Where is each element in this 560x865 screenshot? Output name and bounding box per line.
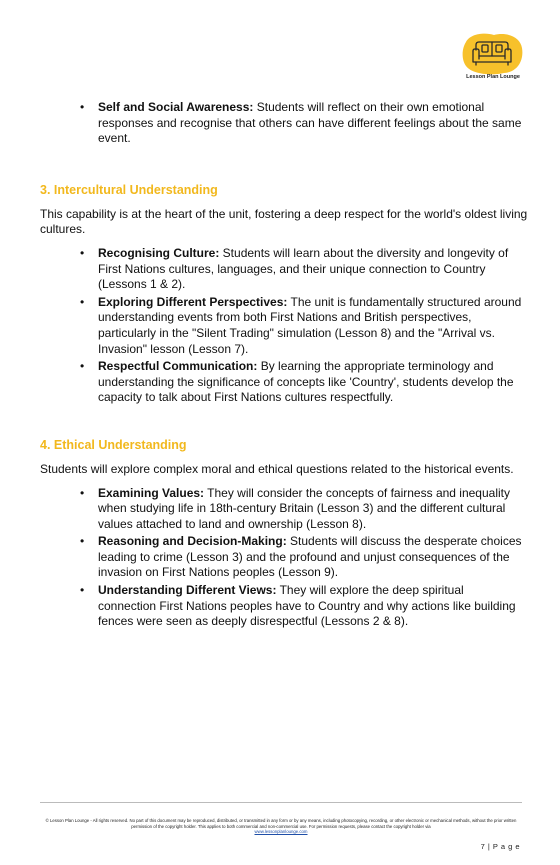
bullet-text: The unit is fundamentally structured around understanding events from both First Nations and British perspectives, particularly in the "Silent Trading" simulation (Lesson 8) and the "Arrival vs. Invasion" lesson (Lesson 7).	[98, 294, 522, 356]
list-item	[80, 294, 523, 357]
list-item	[80, 100, 523, 147]
ethical-bullet-list	[0, 486, 523, 630]
bullet-text: Students will discuss the desperate choices leading to crime (Lesson 3) and the profound and unjust consequences of the invasion on First Nations peoples (Lesson 9).	[98, 534, 522, 580]
bullet-icon: •	[80, 100, 85, 114]
bullet-text: Students will learn about the diversity and longevity of First Nations cultures, languages, and their unique connection to Country (Lessons 1 & 2).	[98, 245, 509, 292]
list-item	[80, 583, 523, 630]
bullet-term: Reasoning and Decision-Making:	[98, 534, 287, 549]
section-heading-intercultural: 3. Intercultural Understanding	[40, 182, 218, 197]
logo-text: Lesson Plan Lounge	[466, 74, 520, 80]
sofa-icon	[460, 32, 524, 78]
bullet-icon: •	[80, 485, 85, 500]
section-heading-ethical: 4. Ethical Understanding	[40, 437, 187, 452]
page-number: 7 | P a g e	[480, 842, 520, 851]
bullet-icon: •	[80, 534, 85, 549]
intercultural-bullet-list	[0, 246, 523, 406]
bullet-text: Students will reflect on their own emotional responses and recognise that others can have different feelings about the same event.	[98, 100, 522, 146]
bullet-term: Respectful Communication:	[98, 359, 258, 374]
website-link[interactable]: www.lessonplanlounge.com	[254, 829, 308, 835]
document-body	[0, 100, 560, 632]
copyright-text: © Lesson Plan Lounge - All rights reserved. No part of this document may be reproduced, distributed, or transmitted in any form or by any means, including photocopying, recording, or other electronic or mechanical methods, without the prior written permission of the copyright holder. This applies to both commercial and non-commercial use. For permission requests, please contact the copyright holder via	[45, 818, 517, 829]
bullet-term: Recognising Culture:	[98, 245, 220, 260]
footer-copyright	[40, 818, 522, 835]
list-item	[80, 485, 523, 533]
bullet-term: Self and Social Awareness:	[98, 100, 254, 114]
bullet-text: They will explore the deep spiritual connection First Nations peoples have to Country and why actions like building fences were seen as deeply disrespectful (Lessons 2 & 8).	[98, 583, 516, 629]
section-intro-ethical: Students will explore complex moral and ethical questions related to the historical events.	[40, 461, 514, 476]
section-intro-intercultural: This capability is at the heart of the unit, fostering a deep respect for the world's oldest living cultures.	[40, 206, 528, 237]
bullet-icon: •	[80, 294, 85, 309]
footer-divider	[40, 802, 522, 803]
list-item	[80, 245, 523, 293]
list-item	[80, 359, 523, 406]
bullet-icon: •	[80, 359, 85, 374]
bullet-icon: •	[80, 245, 85, 260]
list-item	[80, 534, 523, 581]
bullet-text: They will consider the concepts of fairness and inequality when studying life in 18th-century Britain (Lesson 3) and the different cultural values attached to land and ownership (Lesson 8).	[98, 485, 510, 531]
bullet-icon: •	[80, 583, 85, 598]
bullet-term: Exploring Different Perspectives:	[98, 294, 288, 309]
bullet-term: Understanding Different Views:	[98, 583, 277, 598]
bullet-text: By learning the appropriate terminology and understanding the significance of concepts like 'Country', students develop the capacity to talk about First Nations cultures respectfully.	[98, 359, 514, 405]
intro-bullet-list	[0, 100, 523, 147]
bullet-term: Examining Values:	[98, 485, 205, 500]
